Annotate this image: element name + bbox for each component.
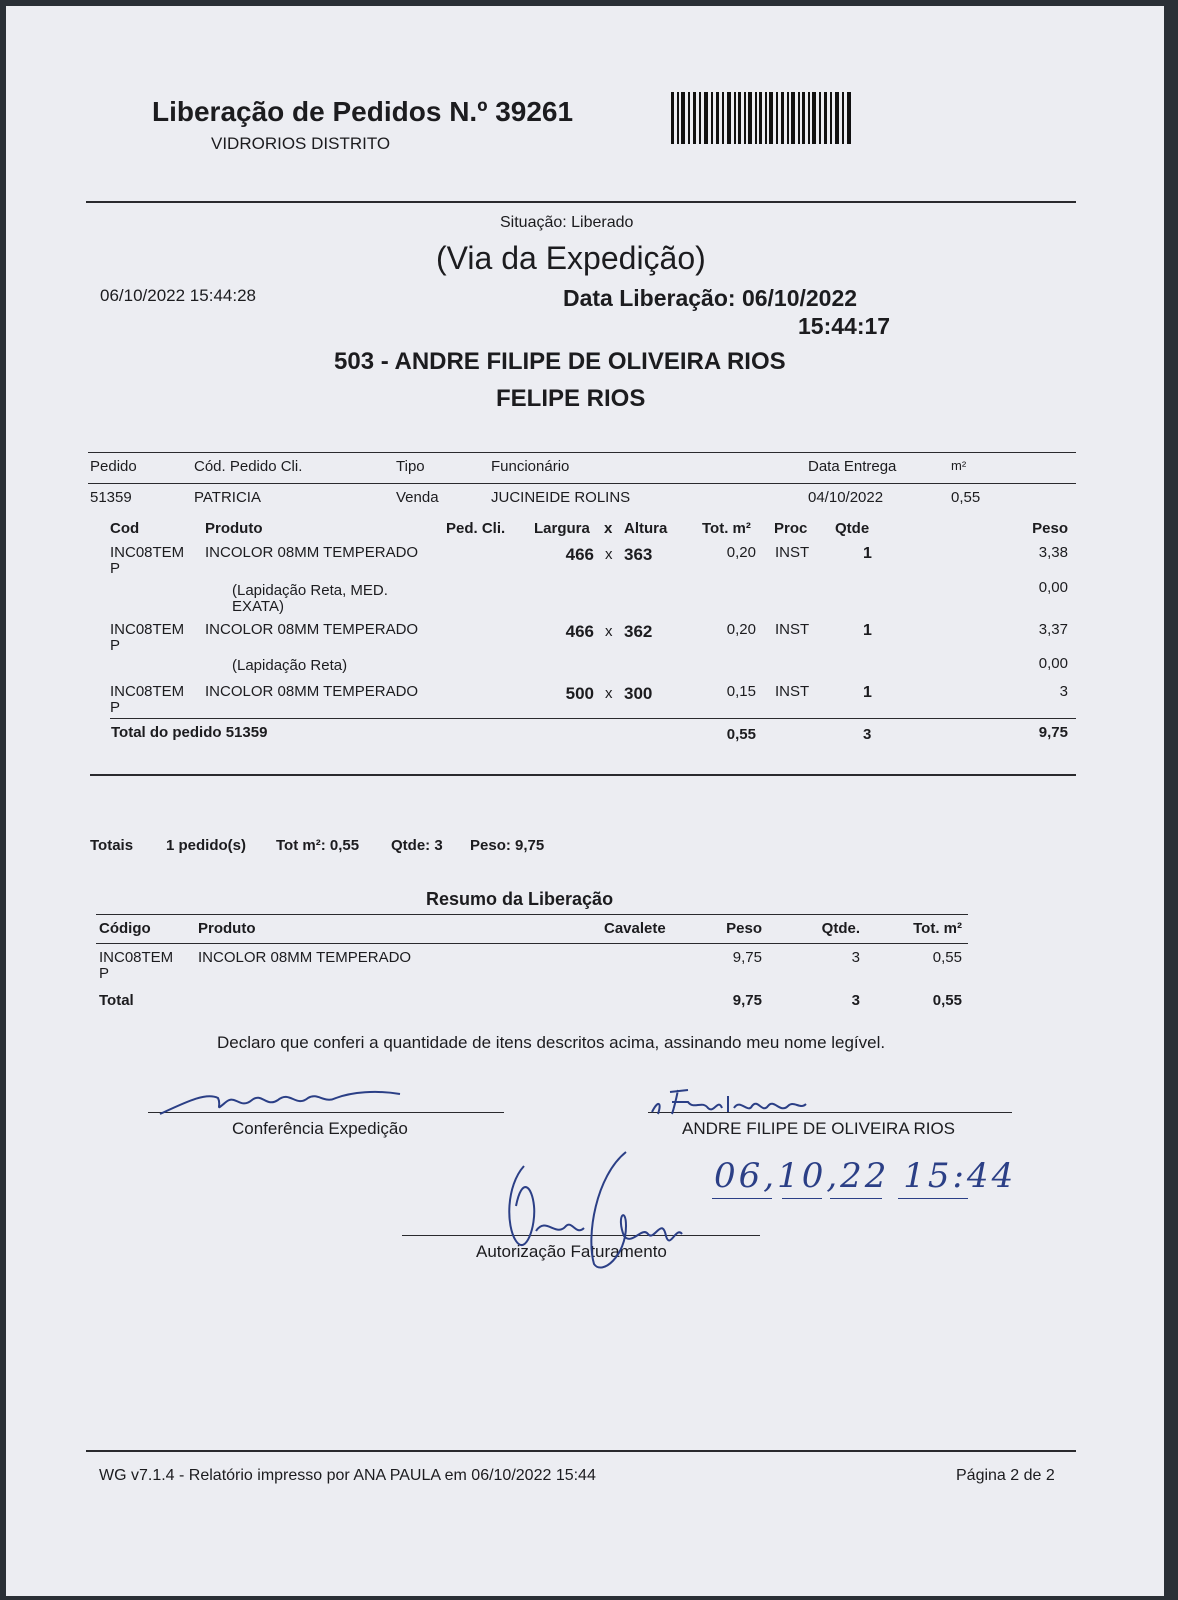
summary-row-tot-m2: 0,55 — [932, 949, 962, 966]
summary-row-codigo-wrap: P — [99, 965, 110, 982]
item-note: (Lapidação Reta, MED. — [232, 582, 388, 599]
item-x: x — [605, 546, 613, 563]
totals-pedidos: 1 pedido(s) — [166, 837, 247, 854]
order-delivery-date: 04/10/2022 — [808, 489, 884, 506]
summary-row-produto: INCOLOR 08MM TEMPERADO — [198, 949, 412, 966]
section-divider — [90, 774, 1076, 776]
col-funcionario: Funcionário — [491, 458, 570, 475]
item-produto: INCOLOR 08MM TEMPERADO — [205, 621, 419, 638]
summary-col-peso: Peso — [726, 920, 762, 937]
items-col-largura: Largura — [534, 520, 590, 537]
table-top-line — [88, 452, 1076, 453]
footer-report-info: WG v7.1.4 - Relatório impresso por ANA PAULA em 06/10/2022 15:44 — [99, 1467, 596, 1484]
summary-header-line — [96, 943, 968, 944]
items-col-proc: Proc — [774, 520, 808, 537]
summary-top-line — [96, 914, 968, 915]
item-proc: INST — [775, 544, 810, 561]
order-total-m2: 0,55 — [726, 726, 756, 743]
order-m2: 0,55 — [951, 489, 981, 506]
summary-row-peso: 9,75 — [732, 949, 762, 966]
col-cod-pedido-cli: Cód. Pedido Cli. — [194, 458, 303, 475]
copy-type: (Via da Expedição) — [436, 240, 706, 276]
item-produto: INCOLOR 08MM TEMPERADO — [205, 544, 419, 561]
item-note-peso: 0,00 — [1038, 655, 1068, 672]
print-datetime: 06/10/2022 15:44:28 — [100, 286, 256, 305]
item-note: (Lapidação Reta) — [232, 657, 348, 674]
order-total-peso: 9,75 — [1038, 724, 1068, 741]
summary-total-qtde: 3 — [851, 992, 860, 1009]
signature-label-conferencia: Conferência Expedição — [232, 1119, 408, 1138]
summary-total-label: Total — [99, 992, 134, 1009]
order-number: 51359 — [90, 489, 132, 506]
item-proc: INST — [775, 621, 810, 638]
col-data-entrega: Data Entrega — [808, 458, 897, 475]
item-produto: INCOLOR 08MM TEMPERADO — [205, 683, 419, 700]
order-employee: JUCINEIDE ROLINS — [491, 489, 631, 506]
items-col-peso: Peso — [1032, 520, 1068, 537]
summary-col-cavalete: Cavalete — [604, 920, 666, 937]
totals-qtde: Qtde: 3 — [391, 837, 443, 854]
items-col-altura: Altura — [624, 520, 668, 537]
handwritten-underline — [830, 1198, 882, 1199]
document-page — [6, 6, 1164, 1596]
col-m2: m² — [951, 458, 967, 473]
item-altura: 362 — [624, 622, 653, 641]
release-time: 15:44:17 — [798, 313, 891, 339]
totals-m2: Tot m²: 0,55 — [276, 837, 360, 854]
order-total-qtde: 3 — [863, 726, 872, 743]
summary-row-qtde: 3 — [851, 949, 860, 966]
signature-label-cliente: ANDRE FILIPE DE OLIVEIRA RIOS — [682, 1119, 956, 1138]
item-tot-m2: 0,15 — [726, 683, 756, 700]
document-title: Liberação de Pedidos N.º 39261 — [152, 96, 574, 127]
client-line: 503 - ANDRE FILIPE DE OLIVEIRA RIOS — [334, 348, 786, 375]
declaration-text: Declaro que conferi a quantidade de itens descritos acima, assinando meu nome legível. — [217, 1033, 886, 1052]
items-col-x: x — [604, 520, 613, 537]
item-peso: 3,38 — [1038, 544, 1068, 561]
item-proc: INST — [775, 683, 810, 700]
handwritten-signature-conferencia — [156, 1084, 406, 1118]
item-note-peso: 0,00 — [1038, 579, 1068, 596]
summary-col-produto: Produto — [198, 920, 256, 937]
item-tot-m2: 0,20 — [726, 544, 756, 561]
item-qtde: 1 — [863, 622, 872, 639]
item-cod: INC08TEM — [110, 621, 185, 638]
item-largura: 500 — [565, 684, 594, 703]
order-type: Venda — [396, 489, 439, 506]
signature-label-autorizacao: Autorização Faturamento — [476, 1242, 667, 1261]
order-total-line — [110, 718, 1076, 719]
items-col-ped-cli: Ped. Cli. — [446, 520, 506, 537]
summary-total-peso: 9,75 — [732, 992, 762, 1009]
item-qtde: 1 — [863, 545, 872, 562]
totals-label: Totais — [90, 837, 134, 854]
item-cod-wrap: P — [110, 699, 121, 716]
totals-peso: Peso: 9,75 — [470, 837, 545, 854]
item-x: x — [605, 685, 613, 702]
status-label: Situação: Liberado — [500, 214, 634, 231]
handwritten-underline — [782, 1198, 822, 1199]
order-total-label: Total do pedido 51359 — [111, 724, 268, 741]
item-altura: 300 — [624, 684, 653, 703]
release-date: Data Liberação: 06/10/2022 — [563, 285, 858, 311]
items-col-cod: Cod — [110, 520, 140, 537]
item-peso: 3,37 — [1038, 621, 1068, 638]
item-cod: INC08TEM — [110, 683, 185, 700]
item-altura: 363 — [624, 545, 653, 564]
item-cod: INC08TEM — [110, 544, 185, 561]
handwritten-underline — [712, 1198, 772, 1199]
items-col-produto: Produto — [205, 520, 263, 537]
item-cod-wrap: P — [110, 637, 121, 654]
barcode — [671, 92, 853, 144]
item-cod-wrap: P — [110, 560, 121, 577]
summary-title: Resumo da Liberação — [426, 889, 614, 909]
order-client-code: PATRICIA — [194, 489, 261, 506]
items-col-tot-m2: Tot. m² — [702, 520, 751, 537]
item-largura: 466 — [565, 622, 594, 641]
summary-row-codigo: INC08TEM — [99, 949, 174, 966]
handwritten-signature-cliente — [648, 1084, 818, 1118]
footer-divider — [86, 1450, 1076, 1452]
handwritten-date: 06,10,22 15:44 — [714, 1156, 1017, 1196]
summary-col-tot-m2: Tot. m² — [913, 920, 962, 937]
items-col-qtde: Qtde — [835, 520, 870, 537]
col-pedido: Pedido — [90, 458, 137, 475]
footer-page-number: Página 2 de 2 — [956, 1467, 1055, 1484]
client-name: FELIPE RIOS — [496, 385, 646, 412]
item-largura: 466 — [565, 545, 594, 564]
item-tot-m2: 0,20 — [726, 621, 756, 638]
company-name: VIDRORIOS DISTRITO — [211, 134, 391, 153]
summary-col-qtde: Qtde. — [821, 920, 860, 937]
item-x: x — [605, 623, 613, 640]
item-qtde: 1 — [863, 684, 872, 701]
item-peso: 3 — [1059, 683, 1068, 700]
handwritten-underline — [898, 1198, 968, 1199]
header-divider — [86, 201, 1076, 203]
col-tipo: Tipo — [396, 458, 425, 475]
item-note-line2: EXATA) — [232, 598, 284, 615]
table-header-line — [88, 483, 1076, 484]
summary-col-codigo: Código — [99, 920, 151, 937]
handwritten-signature-autorizacao — [476, 1146, 696, 1276]
summary-total-tot-m2: 0,55 — [932, 992, 962, 1009]
